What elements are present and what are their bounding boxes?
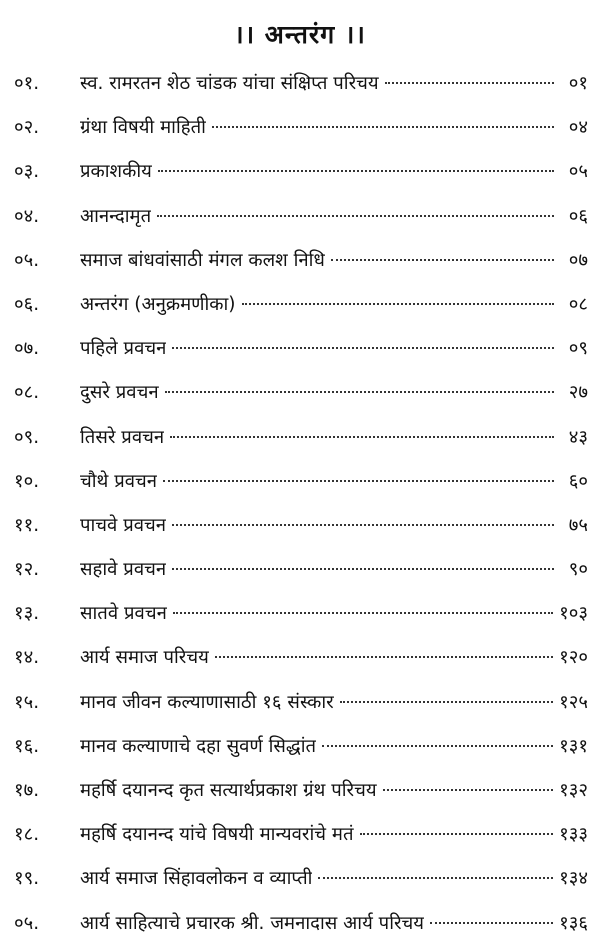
toc-entry-title: प्रकाशकीय bbox=[80, 161, 152, 183]
toc-entry-number: ०५. bbox=[14, 249, 40, 271]
toc-entry-page: ६० bbox=[568, 470, 588, 492]
dot-leader bbox=[172, 568, 554, 570]
toc-entry-page: ९० bbox=[568, 559, 588, 581]
toc-entry-number: १६. bbox=[14, 735, 40, 757]
toc-entry-number: १३. bbox=[14, 603, 40, 625]
toc-entry-page: ०५ bbox=[568, 161, 588, 183]
toc-entry-title: मानव कल्याणाचे दहा सुवर्ण सिद्धांत bbox=[80, 735, 317, 757]
toc-entry-title: महर्षि दयानन्द कृत सत्यार्थप्रकाश ग्रंथ परिचय bbox=[80, 780, 377, 801]
dot-leader bbox=[340, 701, 553, 703]
toc-entry-title: चौथे प्रवचन bbox=[80, 470, 158, 492]
toc-entry-page: १३१ bbox=[559, 735, 588, 757]
toc-title: ।। अन्तरंग ।। bbox=[234, 20, 366, 49]
toc-entry-number: १५. bbox=[14, 691, 40, 713]
toc-entry-number: ०३. bbox=[14, 161, 40, 183]
toc-entry-title: आनन्दामृत bbox=[80, 205, 152, 227]
dot-leader bbox=[170, 436, 554, 438]
toc-entry bbox=[10, 106, 590, 150]
toc-entry-title: स्व. रामरतन शेठ चांडक यांचा संक्षिप्त परिचय bbox=[80, 73, 379, 94]
toc-entry-page: ०७ bbox=[568, 249, 588, 271]
dot-leader bbox=[242, 303, 554, 305]
dot-leader bbox=[430, 922, 553, 924]
dot-leader bbox=[158, 170, 554, 172]
toc-entry-number: ०५. bbox=[14, 912, 40, 934]
toc-entry-number: १७. bbox=[14, 780, 40, 801]
toc-entry-title: पाचवे प्रवचन bbox=[80, 514, 167, 536]
toc-entry-title: सातवे प्रवचन bbox=[80, 603, 167, 625]
dot-leader bbox=[360, 833, 554, 835]
toc-entry-number: ०४. bbox=[14, 205, 40, 227]
dot-leader bbox=[318, 877, 553, 879]
toc-entry-number: ०१. bbox=[14, 73, 40, 94]
toc-entry-page: ७५ bbox=[568, 514, 588, 536]
toc-entry bbox=[10, 460, 590, 504]
toc-entry bbox=[10, 857, 590, 901]
toc-entry-title: सहावे प्रवचन bbox=[80, 559, 167, 581]
toc-entry-title: महर्षि दयानन्द यांचे विषयी मान्यवरांचे मतं bbox=[80, 824, 354, 846]
toc-entry-page: १३२ bbox=[559, 780, 588, 801]
toc-entry-number: ०८. bbox=[14, 382, 40, 404]
toc-entry bbox=[10, 636, 590, 680]
dot-leader bbox=[385, 82, 554, 84]
toc-entry-page: १२० bbox=[559, 647, 588, 669]
toc-entry-title: पहिले प्रवचन bbox=[80, 338, 167, 360]
dot-leader bbox=[163, 480, 554, 482]
toc-entry-title: तिसरे प्रवचन bbox=[80, 426, 165, 448]
dot-leader bbox=[383, 789, 554, 791]
toc-entry-title: आर्य समाज परिचय bbox=[80, 647, 209, 669]
toc-entry bbox=[10, 769, 590, 813]
toc-entry-page: १३३ bbox=[559, 824, 588, 846]
toc-entry bbox=[10, 592, 590, 636]
toc-entry bbox=[10, 283, 590, 327]
toc-entry-page: २७ bbox=[568, 382, 588, 404]
toc-entry bbox=[10, 416, 590, 460]
dot-leader bbox=[165, 391, 554, 393]
dot-leader bbox=[172, 347, 554, 349]
toc-entry-number: ०९. bbox=[14, 426, 40, 448]
toc-entry-title: मानव जीवन कल्याणासाठी १६ संस्कार bbox=[80, 691, 334, 713]
dot-leader bbox=[331, 259, 554, 261]
toc-entry-page: ०८ bbox=[568, 293, 588, 315]
toc-entry bbox=[10, 681, 590, 725]
toc-entry-title: आर्य समाज सिंहावलोकन व व्याप्ती bbox=[80, 868, 313, 890]
toc-entry-page: १०३ bbox=[559, 603, 588, 625]
toc-entry bbox=[10, 150, 590, 194]
toc-entry bbox=[10, 813, 590, 857]
toc-entry-number: १४. bbox=[14, 647, 40, 669]
toc-entry-number: ०७. bbox=[14, 338, 40, 360]
toc-entry-number: ०६. bbox=[14, 293, 40, 315]
dot-leader bbox=[215, 656, 553, 658]
toc-entry bbox=[10, 548, 590, 592]
toc-entry-page: १३४ bbox=[559, 868, 588, 890]
toc-entry-title: समाज बांधवांसाठी मंगल कलश निधि bbox=[80, 249, 325, 271]
toc-entry-number: १९. bbox=[14, 868, 40, 890]
toc-entry-title: ग्रंथा विषयी माहिती bbox=[80, 117, 206, 139]
toc-entry bbox=[10, 371, 590, 415]
toc-entry-page: ०१ bbox=[568, 73, 588, 94]
toc-list bbox=[10, 62, 590, 946]
toc-entry-number: १८. bbox=[14, 824, 40, 846]
toc-entry bbox=[10, 327, 590, 371]
toc-entry-number: १२. bbox=[14, 559, 40, 581]
toc-entry-title: आर्य साहित्याचे प्रचारक श्री. जमनादास आर्य परिचय bbox=[80, 912, 425, 934]
toc-entry-page: ४३ bbox=[568, 426, 588, 448]
toc-entry-number: १०. bbox=[14, 470, 40, 492]
toc-entry bbox=[10, 239, 590, 283]
dot-leader bbox=[212, 126, 554, 128]
toc-entry bbox=[10, 62, 590, 106]
toc-entry-page: १३६ bbox=[559, 912, 588, 934]
toc-entry bbox=[10, 195, 590, 239]
toc-entry-title: दुसरे प्रवचन bbox=[80, 382, 159, 404]
toc-entry bbox=[10, 902, 590, 946]
toc-entry-page: १२५ bbox=[559, 691, 588, 713]
toc-entry-number: ११. bbox=[14, 514, 40, 536]
dot-leader bbox=[173, 612, 553, 614]
toc-entry-page: ०६ bbox=[568, 205, 588, 227]
toc-entry bbox=[10, 504, 590, 548]
toc-entry-page: ०४ bbox=[568, 117, 588, 139]
dot-leader bbox=[322, 745, 553, 747]
toc-entry-title: अन्तरंग (अनुक्रमणीका) bbox=[80, 293, 236, 315]
toc-entry bbox=[10, 725, 590, 769]
toc-entry-page: ०९ bbox=[568, 338, 588, 360]
dot-leader bbox=[172, 524, 554, 526]
dot-leader bbox=[157, 215, 554, 217]
toc-entry-number: ०२. bbox=[14, 117, 40, 139]
